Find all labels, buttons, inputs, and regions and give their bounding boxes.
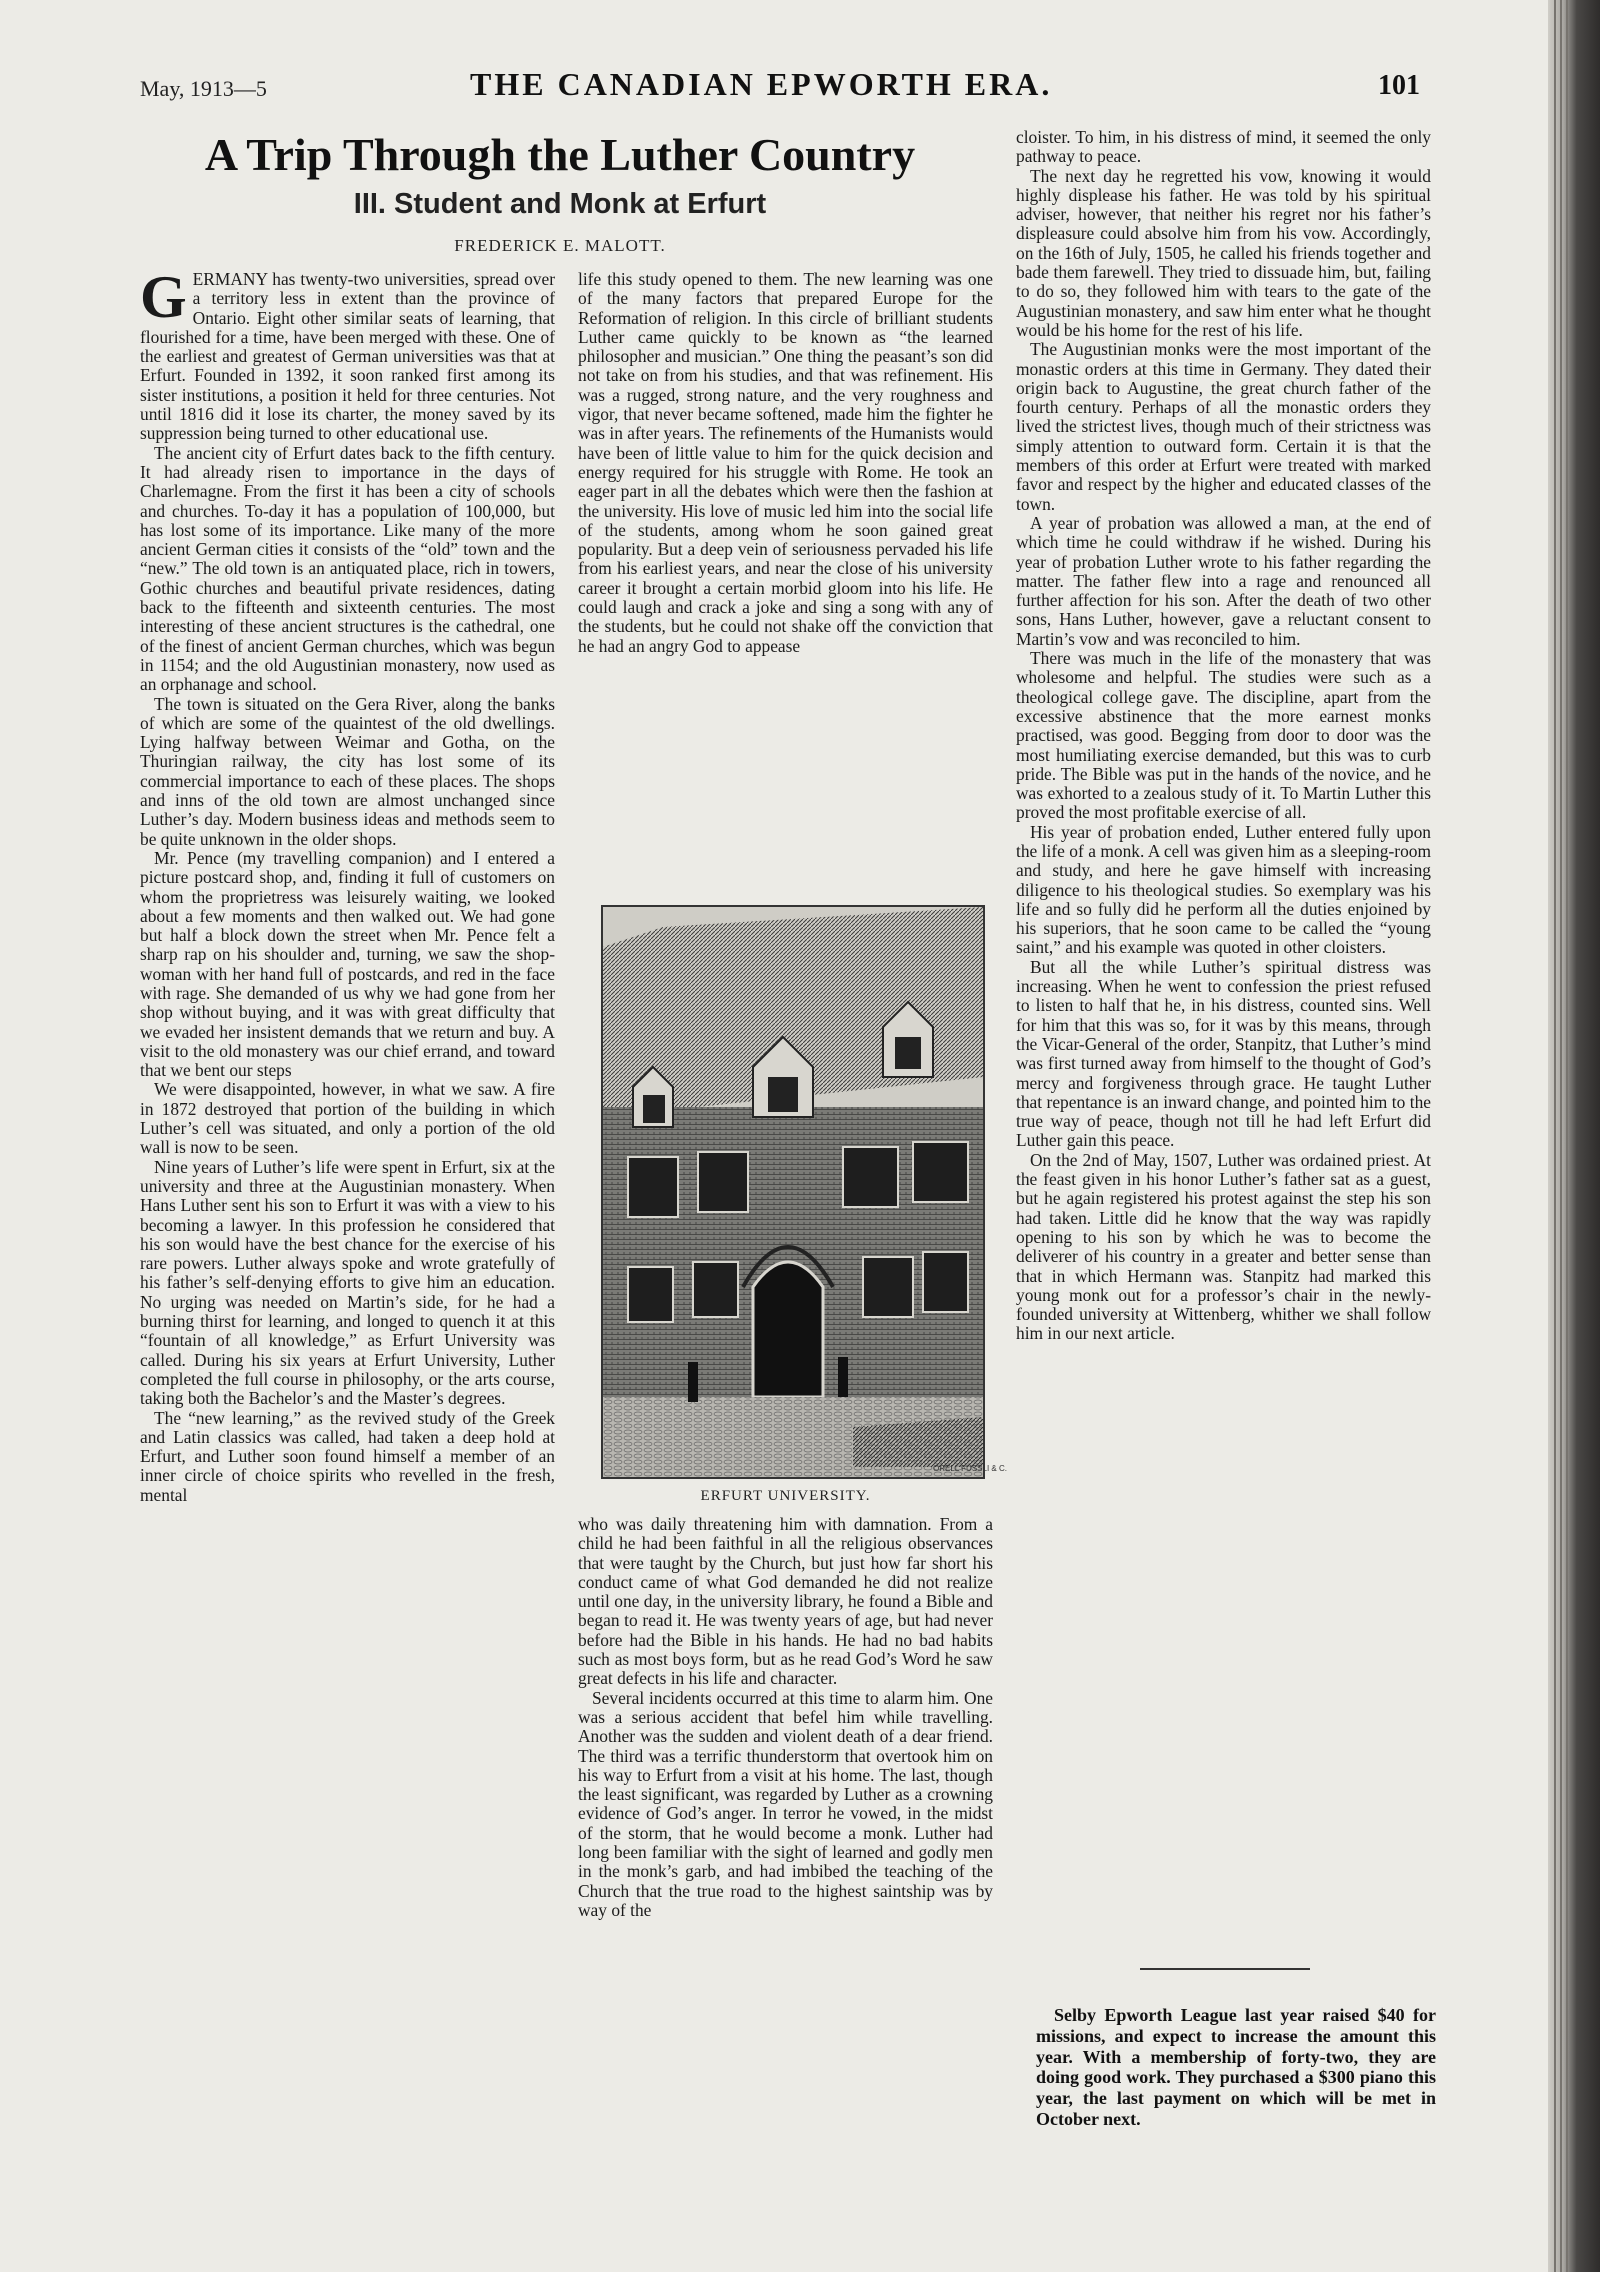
paragraph: The ancient city of Erfurt dates back to the fifth century. It had already risen to importance in the days of Charlemagne. From the first it has been a city of schools and churches. To-day it has a population of 100,000, but has lost some of its importance. Like many of the more ancient German cities it consists of the “old” town and the “new.” The old town is an antiquated place, rich in towers, Gothic churches and beautiful private residences, dating back to the fifteenth and sixteenth centuries. The most interesting of these ancient structures is the cathedral, one of the finest of ancient German churches, which was begun in 1154; and the old Augustinian monastery, now used as an orphanage and school. xyxy=(140,442,555,695)
engraver-signature: ORELL FUSSLI & C. xyxy=(933,1464,1007,1473)
paragraph: who was daily threatening him with damnation. From a child he had been faithful in all the religious observances that were taught by the Church, but just how far short his conduct came of what God demanded he did not realize until one day, in the university library, he found a Bible and began to read it. He was twenty years of age, but had never before had the Bible in his hands. He had no bad habits such as most boys form, but as he read God’s Word he saw great defects in his life and character. xyxy=(578,1514,993,1689)
drop-cap: G xyxy=(140,264,187,330)
paragraph: Several incidents occurred at this time to alarm him. One was a serious accident that befel him while travelling. Another was the sudden and violent death of a dear friend. The third was a terrific thunderstorm that overtook him on his way to Erfurt from a visit at his home. The last, though the least significant, was regarded by Luther as a crowning evidence of God’s anger. In terror he vowed, in the midst of the storm, that he would become a monk. Luther had long been familiar with the sight of learned and godly men in the monk’s garb, and had imbibed the teaching of the Church that the true road to the highest saintship was by way of the xyxy=(578,1687,993,1920)
paragraph: On the 2nd of May, 1507, Luther was ordained priest. At the feast given in his honor Luther’s father sat as a guest, but he again registered his protest against the step his son had taken. Little did he know that the way was rapidly opening to his son by which he was to become the deliverer of his country in a greater and better sense than that in which Hermann was. Stanpitz had marked this young monk out for a professor’s chair in the newly-founded university at Wittenberg, whither we shall follow him in our next article. xyxy=(1016,1149,1431,1344)
column-3 xyxy=(1016,128,1431,1954)
article-title: A Trip Through the Luther Country xyxy=(204,129,916,180)
paragraph: Mr. Pence (my travelling companion) and I entered a picture postcard shop, and, finding it full of customers on whom the proprietress was leisurely waiting, we looked about a few moments and then walked out. We had gone but half a block down the street when Mr. Pence felt a sharp rap on his shoulder and, turning, we saw the shop-woman with her hand full of postcards, and red in the face with rage. She demanded of us why we had gone from her shop without buying, and it was with great difficulty that we evaded her insistent demands that we return and buy. A visit to the old monastery was our chief errand, and toward that we bent our steps xyxy=(140,847,555,1081)
paragraph: The Augustinian monks were the most important of the monastic orders at this time in Germany. They dated their origin back to Augustine, the great church father of the fourth century. Perhaps of all the monastic orders they lived the strictest lives, though much of their strictness was simply attention to outward form. Certain it is that the members of this order at Erfurt were treated with marked favor and respect by the higher and educated classes of the town. xyxy=(1016,339,1431,514)
erfurt-university-engraving xyxy=(601,905,1007,1479)
page-number: 101 xyxy=(1378,70,1420,101)
column-2-bottom xyxy=(578,1515,993,2237)
section-divider xyxy=(1140,1968,1310,1970)
paragraph: His year of probation ended, Luther entered fully upon the life of a monk. A cell was given him as a sleeping-room and study, and here he gave himself with increasing diligence to his theological studies. So exemplary was his life and so fully did he perform all the duties enjoined by his superiors, that he soon came to be called the “young saint,” and his example was quoted in other cloisters. xyxy=(1016,821,1431,958)
issue-date: May, 1913—5 xyxy=(140,76,267,101)
column-2-top xyxy=(578,270,993,868)
article-byline: FREDERICK E. MALOTT. xyxy=(454,236,666,255)
paragraph: life this study opened to them. The new learning was one of the many factors that prepared Europe for the Reformation of religion. In this circle of brilliant students Luther came quickly to be known as “the learned philosopher and musician.” One thing the peasant’s son did not take on from his studies, and that was refinement. His was a rugged, strong nature, and the very roughness and vigor, that never became softened, made him the fighter he was in after years. The refinements of the Humanists would have been of little value to him for the quick decision and energy required for his struggle with Rome. He took an eager part in all the debates which were then the fashion at the university. His love of music led him into the social life of the students, among whom he soon gained great popularity. But a deep vein of seriousness pervaded his life from his earliest years, and near the close of his university career it brought a certain morbid gloom into his life. He could laugh and crack a joke and sing a song with any of the students, but he could not shake off the conviction that he had an angry God to appease xyxy=(578,269,994,656)
paragraph: The next day he regretted his vow, knowing it would highly displease his father. He was told by his spiritual adviser, however, that neither his regret nor his father’s displeasure could absolve him from his vow. Accordingly, on the 16th of July, 1505, he called his friends together and bade them farewell. They tried to dissuade him, but, failing to do so, they followed him with tears to the gate of the Augustinian monastery, and saw him enter what he thought would be his home for the rest of his life. xyxy=(1016,165,1431,340)
paragraph: There was much in the life of the monastery that was wholesome and helpful. The studies were such as a theological college gave. The discipline, apart from the excessive abstinence that the more earnest monks practised, was good. Begging from door to door was the most humiliating exercise demanded, but this was to curb pride. The Bible was put in the hands of the novice, and he was exhorted to a zealous study of it. To Martin Luther this proved the most profitable exercise of all. xyxy=(1016,648,1431,823)
paragraph: But all the while Luther’s spiritual distress was increasing. When he went to confession the priest refused to listen to half that he, in his distress, counted sins. Well for him that this was so, for it was by this means, through the Vicar-General of the order, Stanpitz, that Luther’s mind was first turned away from himself to the thought of God’s mercy and forgiveness through grace. He taught Luther that repentance is an inward change, and pointed him to the true way of peace, though not till he had left Erfurt did Luther gain this peace. xyxy=(1016,956,1431,1151)
paragraph: GERMANY has twenty-two universities, spread over a territory less in extent than the province of Ontario. Eight other similar seats of learning, that flourished for a time, have been merged with these. One of the earliest and greatest of German universities was that at Erfurt. Founded in 1392, it soon ranked first among its sister institutions, a position it held for three centuries. Not until 1816 did it lose its charter, the money saved by its suppression being turned to other educational use. xyxy=(140,264,555,444)
gothic-portal xyxy=(753,1262,823,1397)
column-1 xyxy=(140,264,555,2230)
paragraph: A year of probation was allowed a man, at the end of which time he could withdraw if he wished. During his year of probation Luther wrote to his father regarding the matter. The father flew into a rage and renounced all further affection for his son. After the death of two other sons, Hans Luther, however, gave a reluctant consent to Martin’s vow and was reconciled to him. xyxy=(1016,512,1431,649)
paragraph: The “new learning,” as the revived study of the Greek and Latin classics was called, had taken a deep hold at Erfurt, and Luther soon found himself a member of an inner circle of choice spirits who revelled in the fresh, mental xyxy=(140,1407,555,1505)
running-head xyxy=(140,66,1420,106)
article-subtitle: III. Student and Monk at Erfurt xyxy=(353,188,767,220)
book-spine xyxy=(1548,0,1600,2272)
paragraph: Nine years of Luther’s life were spent in Erfurt, six at the university and three at the Augustinian monastery. When Hans Luther sent his son to Erfurt it was with a view to his becoming a lawyer. In this profession he considered that his son would have the best chance for the exercise of his rare powers. Luther always spoke and wrote gratefully of his father’s self-denying efforts to give him an education. No urging was needed on Martin’s side, for he had a burning thirst for learning, and longed to quench it at this “fountain of all knowledge,” as Erfurt University was called. During his six years at Erfurt University, Luther completed the full course in philosophy, or the arts course, taking both the Bachelor’s and the Master’s degrees. xyxy=(140,1156,555,1409)
engraving-illustration xyxy=(603,907,1007,1477)
league-notice: Selby Epworth League last year raised $40 for missions, and expect to increase the amount this year. With a membership of forty-two, they are doing good work. They purchased a $300 piano this year, the last payment on which will be met in October next. xyxy=(1036,2005,1436,2129)
magazine-title: THE CANADIAN EPWORTH ERA. xyxy=(470,66,1053,102)
paragraph: The town is situated on the Gera River, along the banks of which are some of the quaintest of the old dwellings. Lying halfway between Weimar and Gotha, on the Thuringian railway, the city has lost some of its commercial importance to each of these places. The shops and inns of the old town are almost unchanged since Luther’s day. Modern business ideas and methods seem to be quite unknown in the older shops. xyxy=(140,693,555,849)
paragraph: We were disappointed, however, in what we saw. A fire in 1872 destroyed that portion of the building in which Luther’s cell was situated, and only a portion of the old wall is now to be seen. xyxy=(140,1079,555,1158)
figure-caption: ERFURT UNIVERSITY. xyxy=(700,1488,871,1504)
paragraph: cloister. To him, in his distress of mind, it seemed the only pathway to peace. xyxy=(1016,127,1431,167)
